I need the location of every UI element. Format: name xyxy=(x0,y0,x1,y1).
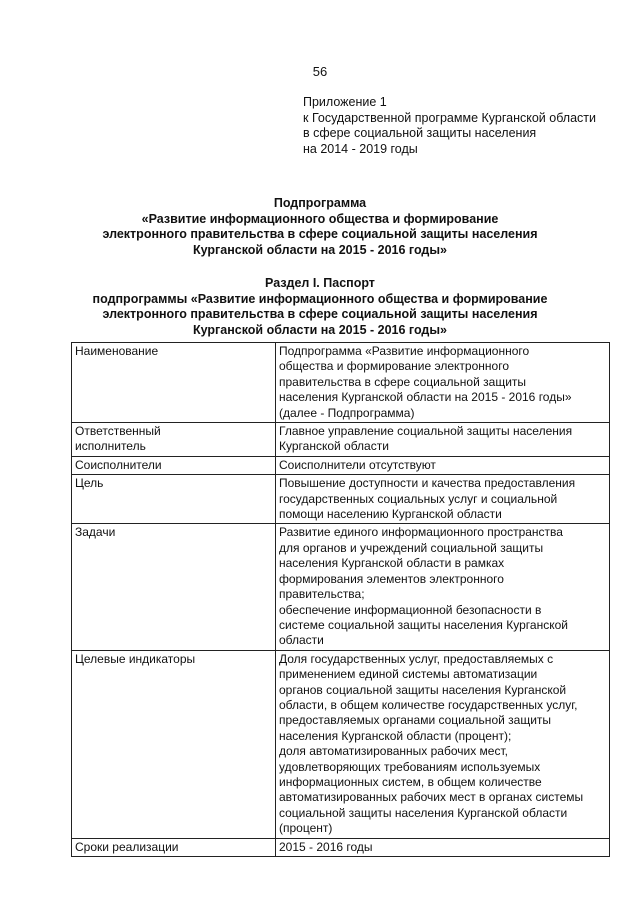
table-row xyxy=(72,475,610,524)
row-value-line: Подпрограмма «Развитие информационного xyxy=(279,344,530,358)
title-line: «Развитие информационного общества и формирование xyxy=(141,211,499,226)
row-value-line: (далее - Подпрограмма) xyxy=(279,405,415,420)
section-heading xyxy=(60,276,580,338)
row-value-line: государственных социальных услуг и социальной xyxy=(279,491,558,506)
row-label-cell xyxy=(72,524,276,650)
row-value-line: населения Курганской области в рамках xyxy=(279,556,505,571)
row-value-cell xyxy=(276,650,610,838)
row-label-cell xyxy=(72,650,276,838)
table-row xyxy=(72,343,610,423)
row-label-cell xyxy=(72,423,276,457)
row-label-line: Задачи xyxy=(75,525,116,540)
row-value-line: населения Курганской области на 2015 - 2016 годы» xyxy=(279,390,572,405)
row-label-line: Наименование xyxy=(75,344,159,358)
appendix-reference xyxy=(303,95,623,157)
passport-table xyxy=(71,342,610,857)
row-value-line: помощи населению Курганской области xyxy=(279,507,502,522)
appendix-line: к Государственной программе Курганской области xyxy=(303,110,596,125)
row-value-line: органов социальной защиты населения Курганской xyxy=(279,682,567,697)
row-value-line: области, в общем количестве государственных услуг, xyxy=(279,697,578,712)
section-line: электронного правительства в сфере социальной защиты населения xyxy=(102,307,538,321)
table-row xyxy=(72,423,610,457)
title-line: электронного правительства в сфере социальной защиты населения xyxy=(102,227,538,241)
appendix-line: Приложение 1 xyxy=(303,95,387,109)
section-line: Раздел I. Паспорт xyxy=(265,276,375,290)
appendix-line: в сфере социальной защиты населения xyxy=(303,126,537,140)
section-line: подпрограммы «Развитие информационного общества и формирование xyxy=(92,291,548,306)
row-value-cell xyxy=(276,456,610,474)
table-row xyxy=(72,456,610,474)
row-value-line: системе социальной защиты населения Курганской xyxy=(279,617,568,632)
row-value-cell xyxy=(276,524,610,650)
row-label-line: исполнитель xyxy=(75,439,146,454)
row-label-cell xyxy=(72,456,276,474)
row-value-line: обеспечение информационной безопасности в xyxy=(279,602,542,617)
page-number: 56 xyxy=(312,64,328,79)
row-value-line: формирования элементов электронного xyxy=(279,571,504,586)
row-value-cell xyxy=(276,343,610,423)
row-value-line: Курганской области xyxy=(279,439,389,454)
row-label-line: Соисполнители xyxy=(75,457,162,472)
row-value-line: социальной защиты населения Курганской области xyxy=(279,805,568,820)
row-label-line: Ответственный xyxy=(75,424,161,439)
row-label-cell xyxy=(72,475,276,524)
appendix-line: на 2014 - 2019 годы xyxy=(303,141,418,156)
table-row xyxy=(72,838,610,856)
row-value-line: доля автоматизированных рабочих мест, xyxy=(279,744,508,759)
document-title xyxy=(60,196,580,258)
row-value-line: для органов и учреждений социальной защиты xyxy=(279,540,544,555)
title-line: Подпрограмма xyxy=(273,196,367,210)
section-line: Курганской области на 2015 - 2016 годы» xyxy=(192,322,447,337)
row-label-cell xyxy=(72,838,276,856)
row-label-line: Сроки реализации xyxy=(75,839,179,854)
title-line: Курганской области на 2015 - 2016 годы» xyxy=(192,242,447,257)
row-value-line: удовлетворяющих требованиям используемых xyxy=(279,759,541,774)
row-value-cell xyxy=(276,838,610,856)
table-row xyxy=(72,650,610,838)
row-value-line: Соисполнители отсутствуют xyxy=(279,457,436,472)
row-value-line: Главное управление социальной защиты населения xyxy=(279,424,573,439)
row-value-cell xyxy=(276,475,610,524)
row-label-cell xyxy=(72,343,276,423)
table-row xyxy=(72,524,610,650)
row-value-line: Повышение доступности и качества предоставления xyxy=(279,476,576,491)
passport-table-body xyxy=(72,343,610,857)
row-value-line: населения Курганской области (процент); xyxy=(279,728,512,743)
row-value-line: 2015 - 2016 годы xyxy=(279,839,373,854)
row-value-line: Развитие единого информационного пространства xyxy=(279,525,563,540)
row-value-line: правительства; xyxy=(279,587,365,602)
row-value-line: (процент) xyxy=(279,821,333,836)
row-value-line: области xyxy=(279,633,324,648)
row-value-line: общества и формирование электронного xyxy=(279,359,509,374)
row-value-line: информационных систем, в общем количестве xyxy=(279,774,542,789)
row-value-line: предоставляемых органами социальной защиты xyxy=(279,713,552,728)
row-value-line: автоматизированных рабочих мест в органах системы xyxy=(279,790,584,805)
row-value-line: правительства в сфере социальной защиты xyxy=(279,374,527,389)
row-label-line: Целевые индикаторы xyxy=(75,651,196,666)
row-value-line: применением единой системы автоматизации xyxy=(279,667,538,682)
row-label-line: Цель xyxy=(75,476,104,491)
row-value-cell xyxy=(276,423,610,457)
row-value-line: Доля государственных услуг, предоставляемых с xyxy=(279,651,554,666)
